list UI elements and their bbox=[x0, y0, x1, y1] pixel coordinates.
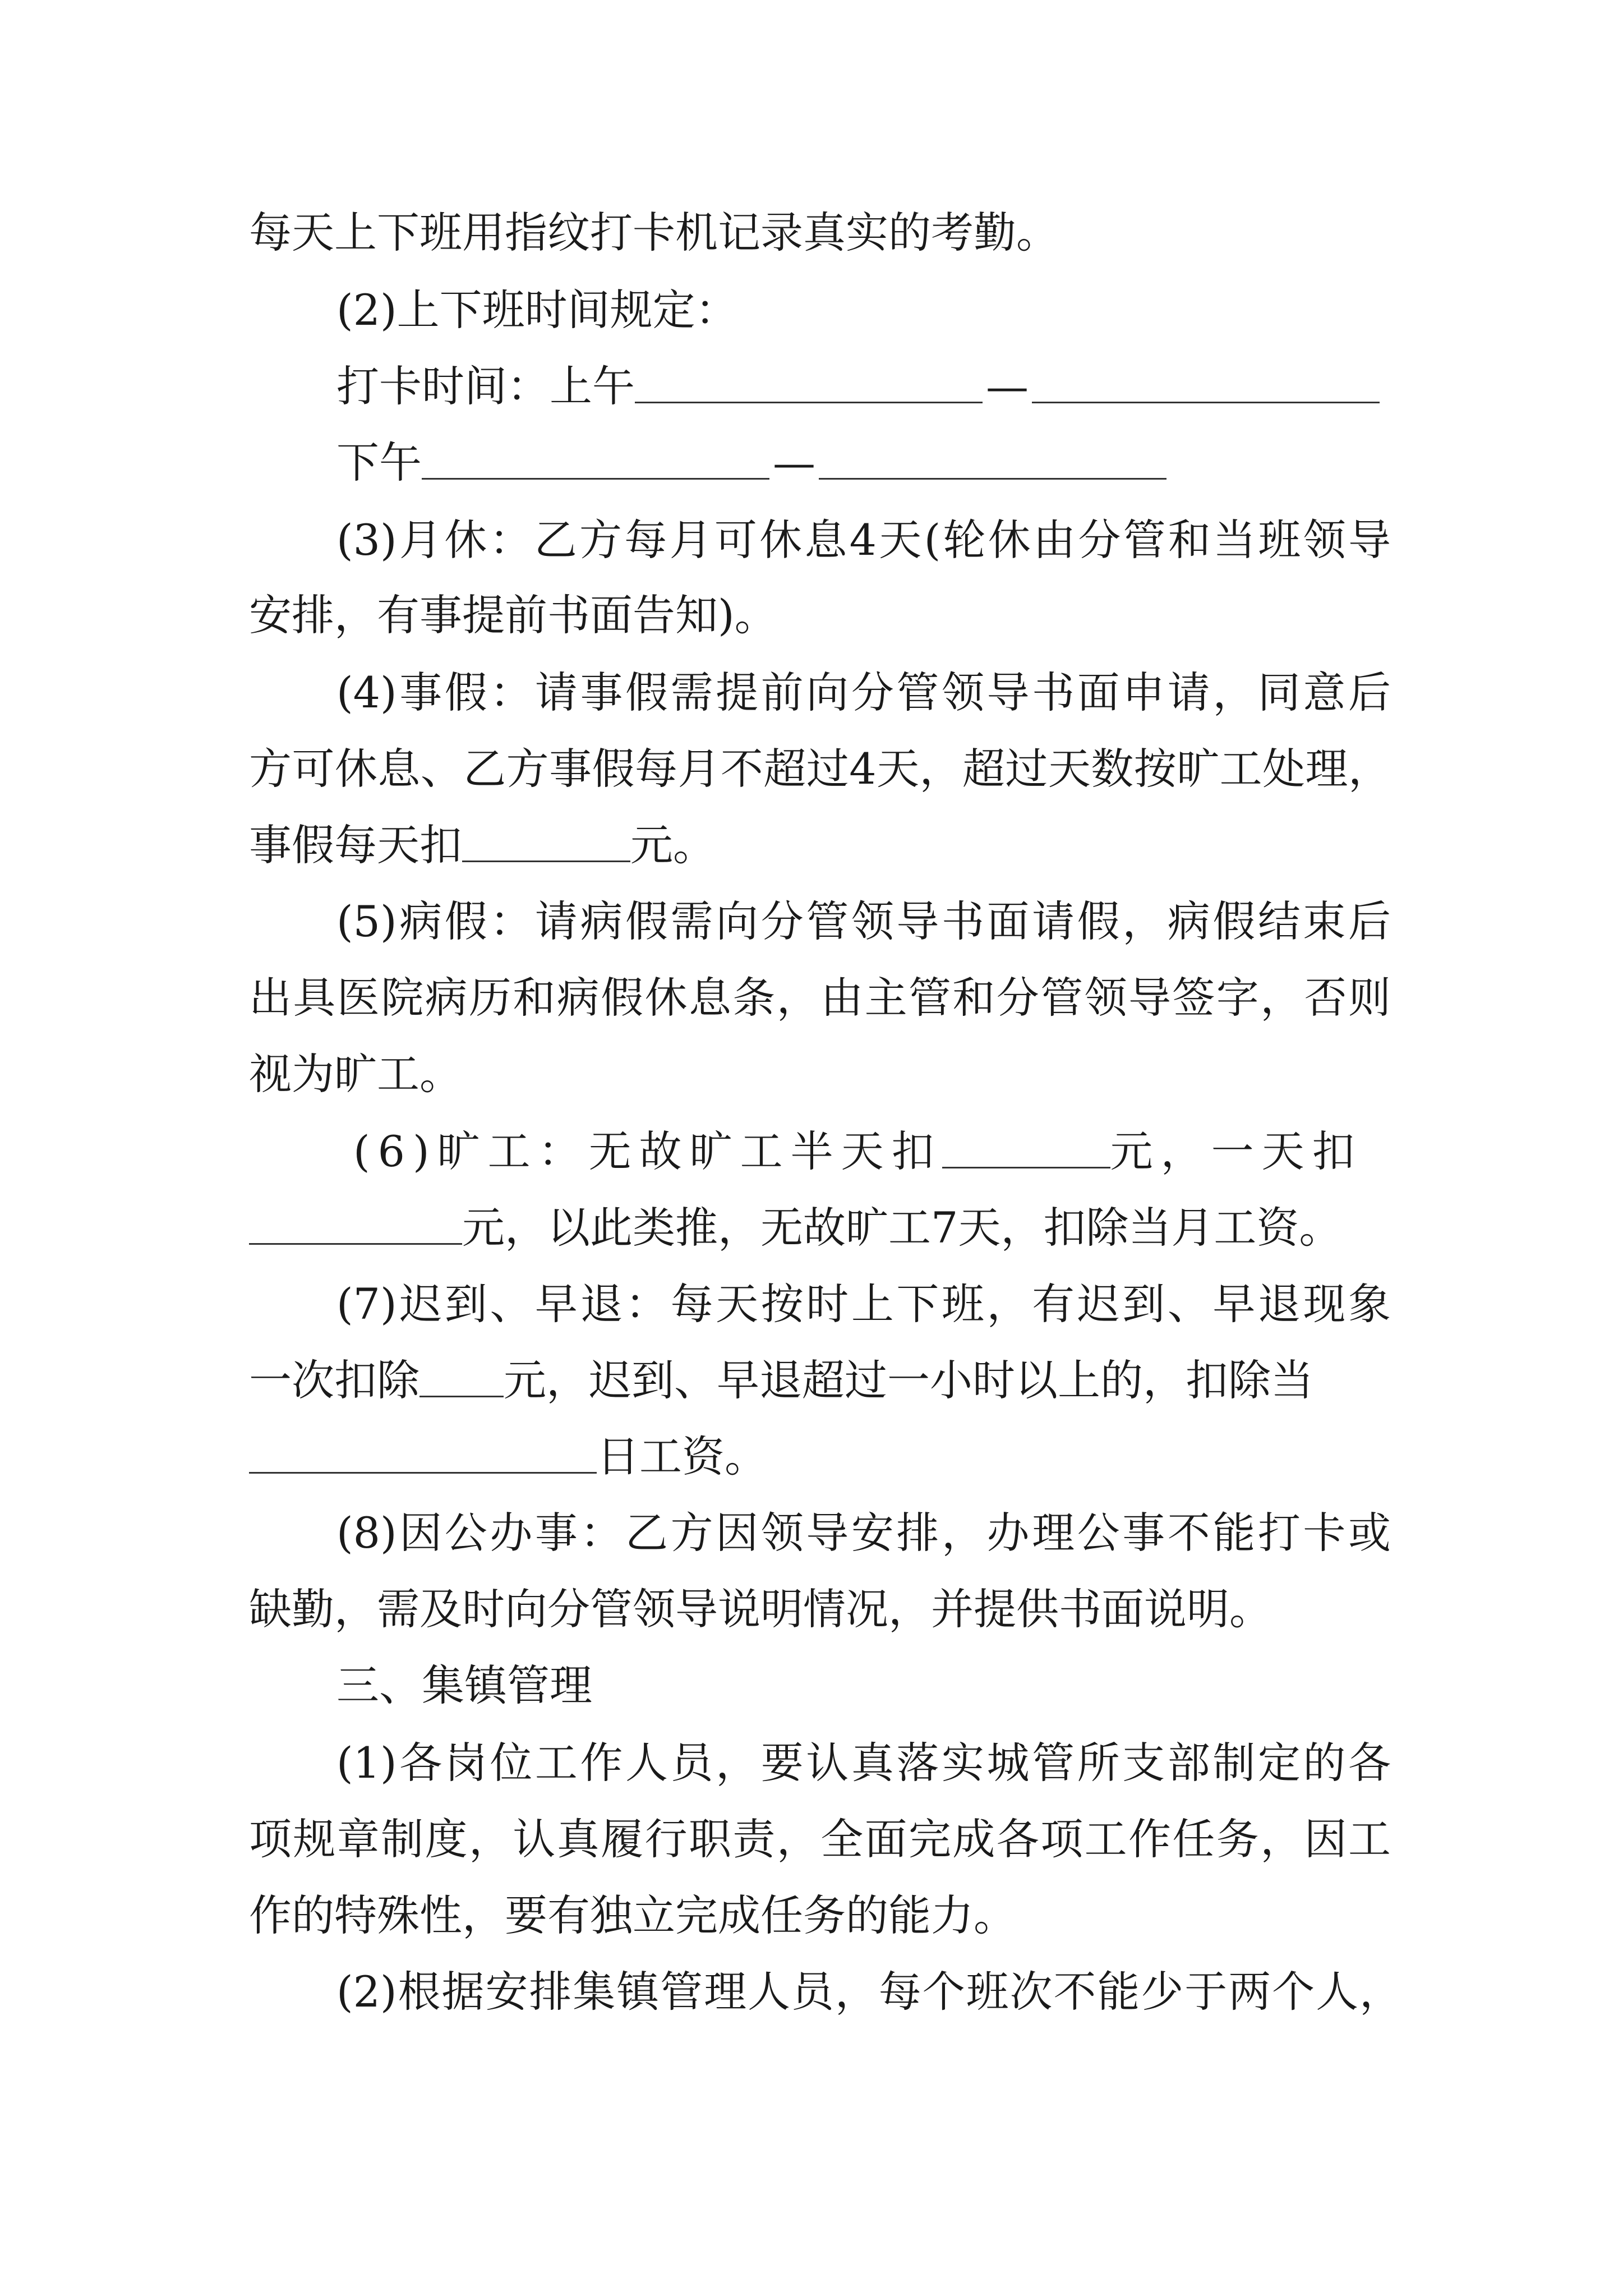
afternoon-end-blank bbox=[819, 443, 1166, 480]
day-wage-text: 日工资。 bbox=[597, 1432, 767, 1481]
paragraph-line: (7)迟到、早退：每天按时上下班，有迟到、早退现象 bbox=[336, 1279, 1391, 1329]
deduction-label: 事假每天扣 bbox=[249, 820, 462, 870]
personal-leave-deduction-line bbox=[249, 820, 716, 871]
absence-deduction-line bbox=[353, 1126, 1391, 1177]
paragraph-line: 视为旷工。 bbox=[249, 1049, 462, 1099]
morning-end-blank bbox=[1032, 367, 1380, 403]
paragraph-line: 每天上下班用指纹打卡机记录真实的考勤。 bbox=[249, 208, 1059, 257]
clock-in-label: 打卡时间：上午 bbox=[336, 361, 635, 411]
late-deduction-line-cont bbox=[249, 1432, 767, 1482]
paragraph-line: (2)根据安排集镇管理人员，每个班次不能少于两个人， bbox=[336, 1967, 1402, 2017]
paragraph-line: (5)病假：请病假需向分管领导书面请假，病假结束后 bbox=[336, 896, 1391, 946]
day-wage-blank bbox=[249, 1437, 597, 1474]
absence-rule-text: 元，以此类推，无故旷工7天，扣除当月工资。 bbox=[462, 1203, 1342, 1253]
range-dash: — bbox=[986, 361, 1029, 411]
clock-in-afternoon-line bbox=[336, 438, 1166, 488]
paragraph-line: 项规章制度，认真履行职责，全面完成各项工作任务，因工 bbox=[249, 1814, 1391, 1864]
paragraph-line: (3)月休：乙方每月可休息4天(轮休由分管和当班领导 bbox=[336, 515, 1391, 565]
paragraph-line: 安排，有事提前书面告知)。 bbox=[249, 590, 777, 640]
absence-deduction-line-cont bbox=[249, 1203, 1341, 1253]
paragraph-line: 方可休息、乙方事假每月不超过4天，超过天数按旷工处理， bbox=[249, 744, 1391, 794]
currency-unit: 元。 bbox=[630, 820, 716, 870]
afternoon-start-blank bbox=[422, 443, 769, 480]
section-heading-work-hours: (2)上下班时间规定： bbox=[336, 285, 738, 335]
paragraph-line: (8)因公办事：乙方因领导安排，办理公事不能打卡或 bbox=[336, 1508, 1391, 1558]
afternoon-label: 下午 bbox=[336, 438, 422, 487]
paragraph-line: 缺勤，需及时向分管领导说明情况，并提供书面说明。 bbox=[249, 1584, 1272, 1634]
paragraph-line: 作的特殊性，要有独立完成任务的能力。 bbox=[249, 1890, 1016, 1940]
morning-start-blank bbox=[635, 367, 983, 403]
paragraph-line: (1)各岗位工作人员，要认真落实城管所支部制定的各 bbox=[336, 1738, 1391, 1788]
late-deduction-blank bbox=[419, 1361, 504, 1397]
full-day-deduction-blank bbox=[249, 1208, 462, 1245]
late-rule-text: 元，迟到、早退超过一小时以上的，扣除当 bbox=[504, 1355, 1313, 1405]
section-heading-town-management: 三、集镇管理 bbox=[336, 1660, 592, 1710]
clock-in-morning-line bbox=[336, 361, 1380, 412]
deduction-amount-blank bbox=[462, 826, 630, 862]
paragraph-line: 出具医院病历和病假休息条，由主管和分管领导签字，否则 bbox=[249, 973, 1391, 1023]
absence-full-day-label: 元，一天扣 bbox=[1110, 1126, 1363, 1176]
absence-label: (6)旷工：无故旷工半天扣 bbox=[353, 1126, 942, 1176]
half-day-deduction-blank bbox=[942, 1132, 1110, 1168]
range-dash: — bbox=[773, 438, 815, 487]
late-deduction-line bbox=[249, 1355, 1391, 1406]
late-deduction-label: 一次扣除 bbox=[249, 1355, 419, 1405]
paragraph-line: (4)事假：请事假需提前向分管领导书面申请，同意后 bbox=[336, 668, 1391, 717]
